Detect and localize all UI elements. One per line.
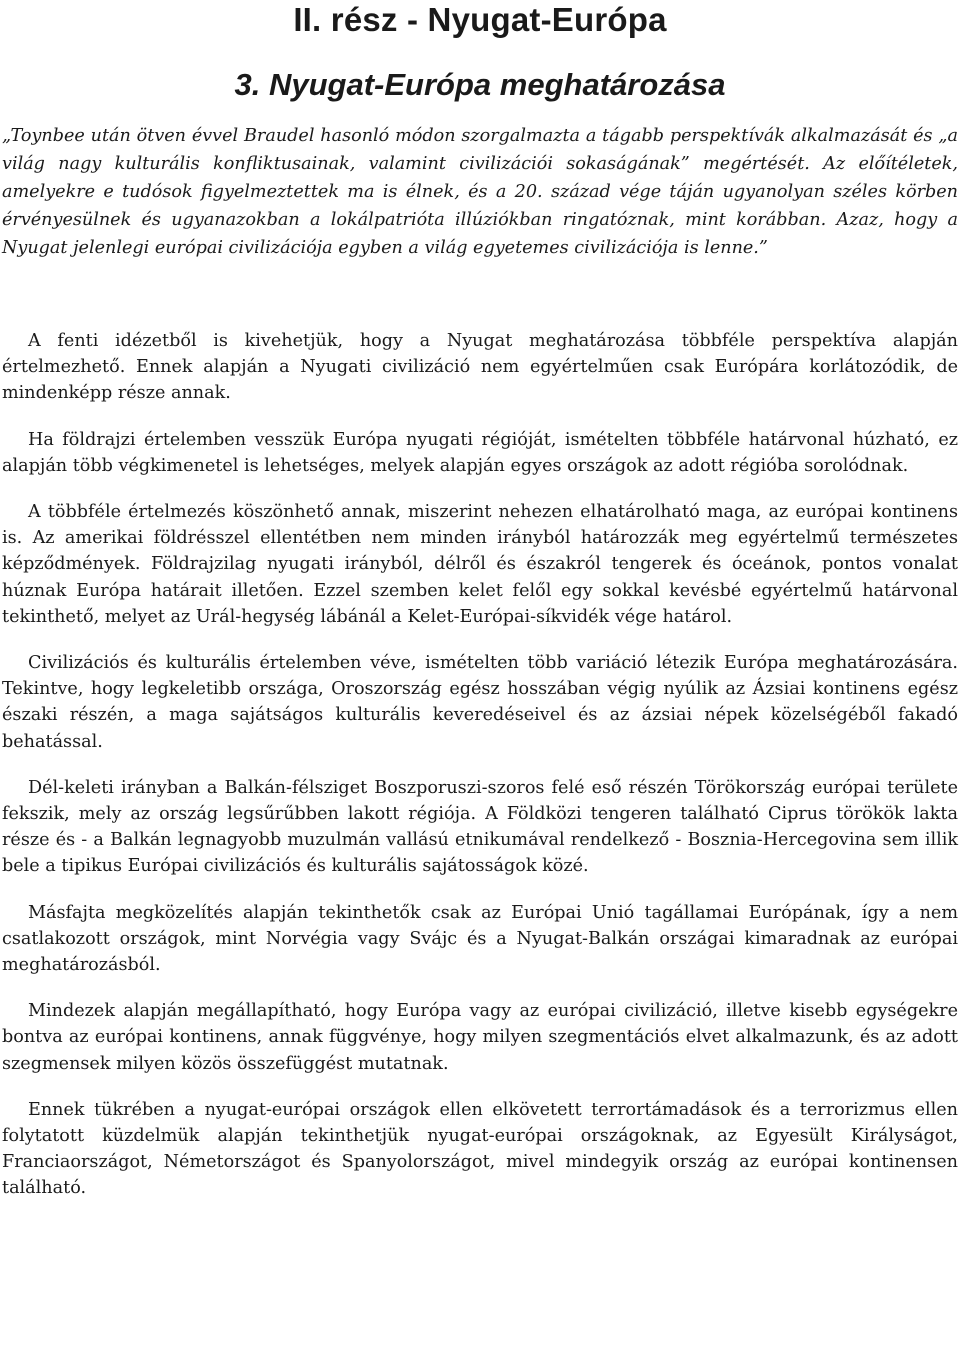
paragraph: Ennek tükrében a nyugat-európai országok ellen elkövetett terrortámadások és a terrorizmus ellen folytatott küzdelmük alapján tekinthetjük nyugat-európai országoknak, az Egyesült Királyságot, Franciaországot, Németországot és Spanyolországot, mivel mindegyik ország az európai kontinensen található. xyxy=(2,1099,958,1199)
paragraph: Civilizációs és kulturális értelemben véve, ismételten több variáció létezik Európa meghatározására. Tekintve, hogy legkeletibb országa, Oroszország egész hosszában végig nyúlik az Ázsiai kontinens egész északi részén, a maga sajátságos kulturális keveredéseivel és az ázsiai népek közelségéből fakadó behatással. xyxy=(2,653,958,752)
paragraph: Mindezek alapján megállapítható, hogy Európa vagy az európai civilizáció, illetve kisebb egységekre bontva az európai kontinens, annak függvénye, hogy milyen szegmentációs elvet alkalmazunk, és az adott szegmensek milyen közös összefüggést mutatnak. xyxy=(2,1001,958,1074)
part-title: II. rész - Nyugat-Európa xyxy=(293,1,667,38)
quote-block: „Toynbee után ötven évvel Braudel hasonló módon szorgalmazta a tágabb perspektívák alkalmazását és „a világ nagy kulturális konfliktusainak, valamint civilizációi sokaságának” megértését. Az előítéletek, amelyekre e tudósok figyelmeztettek ma is élnek, és a 20. század vége táján ugyanolyan széles körben érvényesülnek és ugyanazokban a lokálpatrióta illúziókban ringatóznak, mint korábban. Azaz, hogy a Nyugat jelenlegi európai civilizációja egyben a világ egyetemes civilizációja is lenne.” xyxy=(2,126,958,258)
paragraph: Dél-keleti irányban a Balkán-félsziget Boszporuszi-szoros felé eső részén Törökország európai területe fekszik, mely az ország legsűrűbben lakott régiója. A Földközi tengeren található Ciprus törökök lakta része és - a Balkán legnagyobb muzulmán vallású etnikumával rendelkező - Bosznia-Hercegovina sem illik bele a tipikus Európai civilizációs és kulturális sajátosságok közé. xyxy=(2,777,958,877)
paragraph: A többféle értelmezés köszönhető annak, miszerint nehezen elhatárolható maga, az európai kontinens is. Az amerikai földrésszel ellentétben nem minden irányból határozzák meg egyértelmű természetes képződmények. Földrajzilag nyugati irányból, délről és északról tengerek és óceánok, pontos vonalat húznak Európa határait illetően. Ezzel szemben kelet felől egy sokkal kevésbé egyértelmű határvonal tekinthető, melyet az Urál-hegység lábánál a Kelet-Európai-síkvidék vége határol. xyxy=(2,502,958,627)
paragraph: Ha földrajzi értelemben vesszük Európa nyugati régióját, ismételten többféle határvonal húzható, ez alapján több végkimenetel is lehetséges, melyek alapján egyes országok az adott régióba sorolódnak. xyxy=(2,429,958,476)
chapter-title: 3. Nyugat-Európa meghatározása xyxy=(234,67,726,102)
paragraph: Másfajta megközelítés alapján tekinthetők csak az Európai Unió tagállamai Európának, így a nem csatlakozott országok, mint Norvégia vagy Svájc és a Nyugat-Balkán országai kimaradnak az európai meghatározásból. xyxy=(2,902,958,976)
paragraph: A fenti idézetből is kivehetjük, hogy a Nyugat meghatározása többféle perspektíva alapján értelmezhető. Ennek alapján a Nyugati civilizáció nem egyértelműen csak Európára korlátozódik, de mindenképp része annak. xyxy=(2,331,958,404)
